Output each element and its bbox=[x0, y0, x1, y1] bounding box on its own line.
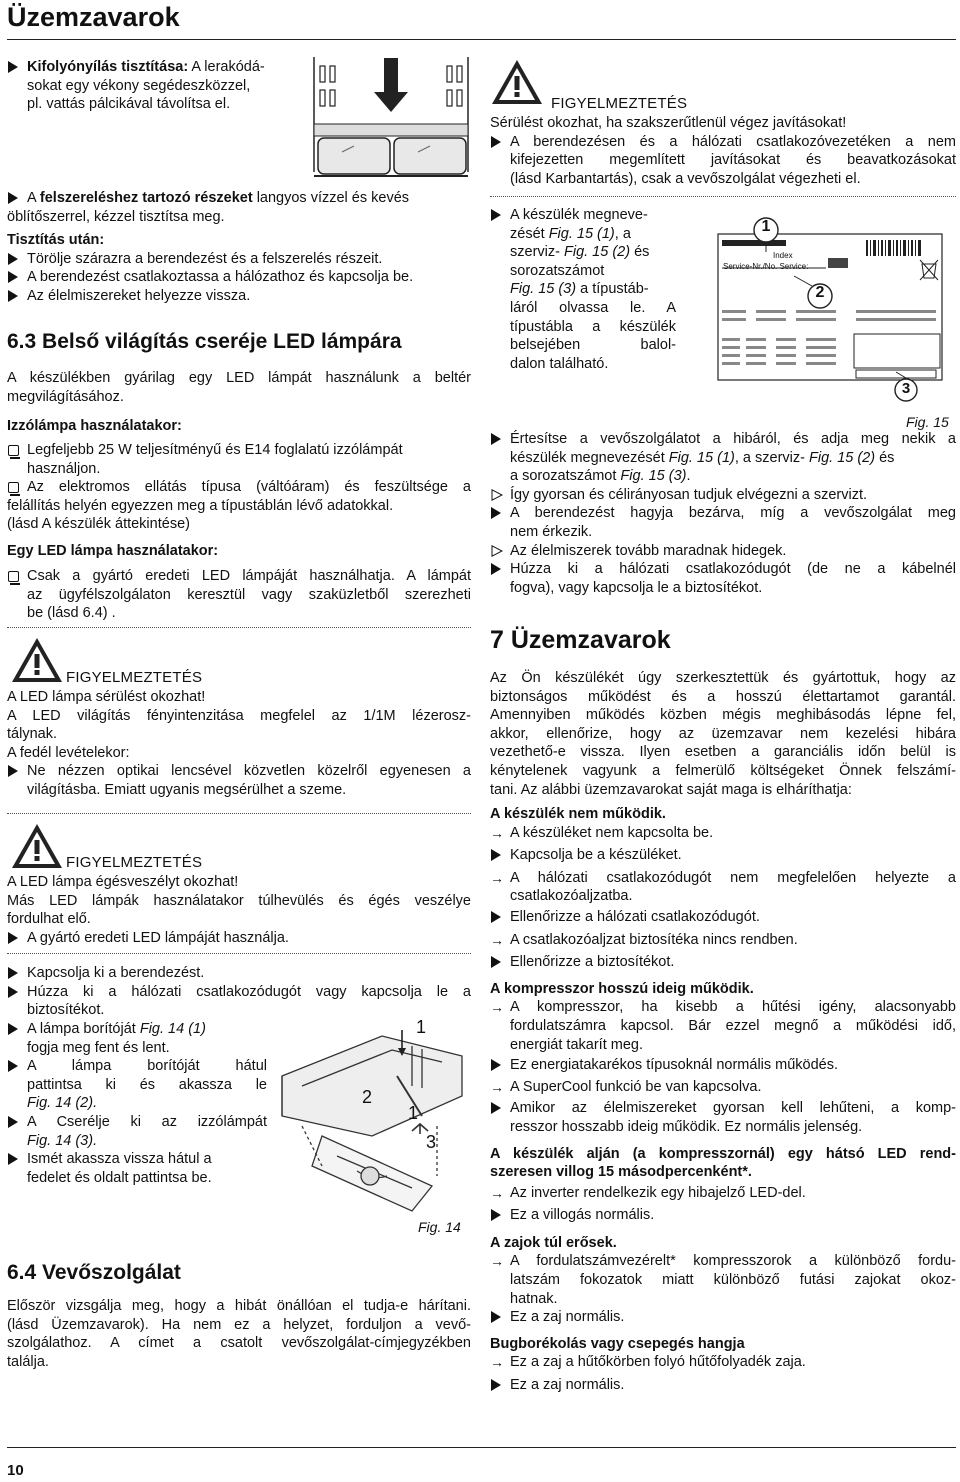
bullet-arrow-icon bbox=[491, 136, 501, 148]
p7-line: akkor, ellenőrize, hogy az üzemzavar nem kezelési hibára bbox=[490, 725, 956, 742]
step-item bbox=[7, 268, 471, 287]
intro-line-1: A készülékben gyárilag egy LED lámpát használunk a beltér bbox=[7, 370, 471, 386]
warning-triangle-icon bbox=[10, 636, 64, 684]
trouble-heading: A készülék nem működik. bbox=[490, 806, 666, 822]
bullet-arrow-icon bbox=[491, 1311, 501, 1323]
plate-index-label: Index bbox=[773, 251, 793, 260]
step-2a: Húzza ki a hálózati csatlakozódugót vagy kapcsolja le a bbox=[27, 983, 471, 1000]
tp-3b: és bbox=[630, 244, 650, 261]
s64-line-1: Először vizsgálja meg, hogy a hibát önállóan el tudja-e hárítani. bbox=[7, 1298, 471, 1314]
i3-b: fogva), vagy kapcsolja le a biztosítékot. bbox=[510, 579, 763, 596]
section-6-3-intro bbox=[7, 369, 471, 406]
cause-cont: csatlakozóaljzatba. bbox=[510, 888, 633, 905]
bullet-arrow-icon bbox=[491, 911, 501, 923]
i3-a: Húzza ki a hálózati csatlakozódugót (de ne a kábelnél bbox=[510, 561, 956, 578]
cause-arrow-icon: → bbox=[490, 869, 504, 886]
p7-line: Amennyiben működés közben mégis meghibásodás lépne fel, bbox=[490, 707, 956, 724]
cause-cont: fordulatszámra kapcsol. Bár ezzel megnő a működési idő, bbox=[510, 1017, 956, 1034]
tp-8: belsejében balol- bbox=[510, 337, 676, 354]
bullet-arrow-icon bbox=[8, 290, 18, 302]
fig-ref: Fig. 15 (3) bbox=[510, 281, 577, 298]
i2-b: nem érkezik. bbox=[510, 523, 593, 540]
step-3a: A lámpa borítóját bbox=[27, 1021, 140, 1037]
tp-9: dalon található. bbox=[510, 355, 609, 372]
s64-line-4: találja. bbox=[7, 1353, 49, 1370]
remedy: Ez a zaj normális. bbox=[510, 1377, 625, 1394]
tp-2b: , a bbox=[614, 225, 631, 242]
cause: A fordulatszámvezérelt* kompresszorok a különböző fordu- bbox=[510, 1253, 956, 1270]
led-list bbox=[7, 567, 471, 623]
fig14-callout-2: 2 bbox=[362, 1087, 373, 1107]
drip-title: Kifolyónyílás tisztítása: bbox=[27, 59, 189, 75]
cause-arrow-icon: → bbox=[490, 999, 504, 1016]
bullet-arrow-icon bbox=[8, 1153, 18, 1165]
tp-4: sorozatszámot bbox=[510, 262, 605, 279]
i1-b: készülék megnevezését bbox=[510, 449, 669, 466]
led-heading: Egy LED lámpa használatakor: bbox=[7, 543, 219, 559]
incandescent-list bbox=[7, 441, 471, 534]
acc-text-2: öblítőszerrel, kézzel tisztítsa meg. bbox=[7, 208, 225, 225]
divider bbox=[490, 196, 956, 197]
page-title: Üzemzavarok bbox=[7, 2, 180, 32]
p7-line: biztonságos működést és a hosszú élettartamot garantál. bbox=[490, 688, 956, 705]
typeplate-illustration bbox=[716, 212, 956, 402]
tp-2a: zését bbox=[510, 225, 549, 242]
section-6-4-text bbox=[7, 1297, 471, 1371]
cause-arrow-icon: → bbox=[490, 1354, 504, 1371]
replacement-steps-2 bbox=[7, 1020, 267, 1187]
w1-line-1: A LED lámpa sérülést okozhat! bbox=[7, 689, 206, 705]
bullet-arrow-icon bbox=[491, 849, 501, 861]
warning-triangle-icon bbox=[10, 822, 64, 870]
footer-rule bbox=[7, 1447, 956, 1448]
remedy: Ellenőrizze a hálózati csatlakozódugót. bbox=[510, 908, 760, 925]
warning-label: FIGYELMEZTETÉS bbox=[66, 854, 203, 871]
bullet-arrow-icon bbox=[8, 1023, 18, 1035]
step-4b: pattintsa ki és akassza le bbox=[27, 1076, 267, 1093]
w2-bullet-1: A gyártó eredeti LED lámpáját használja. bbox=[27, 929, 289, 946]
accessory-cleaning-item bbox=[7, 189, 471, 306]
i1-e: a sorozatszámot bbox=[510, 468, 621, 485]
troubleshooting-list bbox=[490, 805, 956, 1395]
section-7-heading: 7 Üzemzavarok bbox=[490, 626, 671, 654]
w2-line-1: A LED lámpa égésveszélyt okozhat! bbox=[7, 874, 239, 890]
glow-2b: felállítás helyén egyezzen meg a típustáblán lévő adatokkal. bbox=[7, 497, 394, 514]
drip-text-2: sokat egy vékony segédeszközzel, bbox=[27, 77, 251, 94]
tp-7: típustábla a készülék bbox=[510, 318, 676, 335]
drain-hole-illustration bbox=[312, 52, 470, 180]
glow-1b: használjon. bbox=[27, 460, 101, 477]
rw-bullet-2: kifejezetten megemlített javításokat és beavatkozásokat bbox=[510, 152, 956, 169]
i2-a: A berendezést hagyja bezárva, míg a vevőszolgálat meg bbox=[510, 505, 956, 522]
cause: A csatlakozóaljzat biztosítéka nincs rendben. bbox=[510, 931, 798, 948]
cause: A hálózati csatlakozódugót nem megfelelően helyezte a bbox=[510, 869, 956, 886]
remedy-cont: resszor hosszabb ideig működik. Ez normális jelenség. bbox=[510, 1118, 863, 1135]
warning-triangle-icon bbox=[490, 58, 544, 106]
bullet-arrow-icon bbox=[491, 563, 501, 575]
step-6b: fedelet és oldalt pattintsa be. bbox=[27, 1169, 212, 1186]
divider bbox=[7, 953, 471, 954]
i1-f: . bbox=[686, 468, 691, 485]
cause-arrow-icon: → bbox=[490, 1253, 504, 1270]
p7-line: kénytelenek vagyunk a felmerülő költségeket Önnek felszámí- bbox=[490, 762, 956, 779]
cause-arrow-icon: → bbox=[490, 1078, 504, 1095]
drip-text-1: A lerakódá- bbox=[188, 59, 265, 75]
glow-2c: (lásd A készülék áttekintése) bbox=[7, 516, 190, 533]
cause-cont: latszám fokozatok miatt különböző futási zajokat okoz- bbox=[510, 1272, 956, 1289]
service-steps bbox=[490, 430, 956, 597]
section-6-4-heading: 6.4 Vevőszolgálat bbox=[7, 1261, 181, 1284]
checkbox-icon bbox=[8, 445, 19, 456]
bullet-arrow-icon bbox=[8, 1060, 18, 1072]
i1-a: Értesítse a vevőszolgálatot a hibáról, és adja meg nekik a bbox=[510, 431, 956, 447]
fig15-caption: Fig. 15 bbox=[906, 414, 949, 430]
w2-line-3: fordulhat elő. bbox=[7, 911, 91, 928]
fig14-callout-1: 1 bbox=[416, 1017, 427, 1037]
warning-repairs bbox=[490, 114, 956, 188]
bullet-arrow-icon bbox=[491, 1059, 501, 1071]
intro-line-2: megvilágításához. bbox=[7, 388, 124, 405]
w1-line-2: A LED világítás fényintenzitása megfelel az 1/1M lézerosz- bbox=[7, 707, 471, 724]
i1-c: , a szerviz- bbox=[734, 449, 809, 466]
drip-text-3: pl. vattás pálcikával távolítsa el. bbox=[27, 96, 231, 113]
fig-ref: Fig. 15 (2) bbox=[563, 244, 631, 261]
fig-ref: Fig. 15 (1) bbox=[668, 449, 735, 466]
trouble-heading: A kompresszor hosszú ideig működik. bbox=[490, 980, 754, 997]
remedy: Amikor az élelmiszereket gyorsan kell lehűteni, a komp- bbox=[510, 1100, 956, 1117]
warning-led-burn bbox=[7, 873, 471, 947]
fig14-callout-3: 3 bbox=[426, 1132, 437, 1152]
fig-ref: Fig. 15 (1) bbox=[548, 225, 615, 242]
step-6a: Ismét akassza vissza hátul a bbox=[27, 1151, 212, 1168]
bullet-arrow-icon bbox=[8, 1116, 18, 1128]
warning-led-injury bbox=[7, 688, 471, 800]
step-4a: A lámpa borítóját hátul bbox=[27, 1058, 267, 1075]
remedy: Ez a villogás normális. bbox=[510, 1207, 655, 1224]
bullet-arrow-icon bbox=[8, 967, 18, 979]
incandescent-heading: Izzólámpa használatakor: bbox=[7, 418, 182, 434]
plate-service-label: Service-Nr./No. Service: bbox=[723, 262, 809, 271]
bullet-arrow-icon bbox=[8, 253, 18, 265]
cause-cont: hatnak. bbox=[510, 1290, 558, 1307]
rw-bullet-1: A berendezésen és a hálózati csatlakozóvezetéken a nem bbox=[510, 133, 956, 150]
plate-callout-1: 1 bbox=[761, 218, 771, 235]
fig14-callout-1b: 1 bbox=[408, 1103, 419, 1123]
p7-line: vezethető-e vissza. Ilyen esetben a garanciális időn belül is bbox=[490, 744, 956, 761]
cause-arrow-icon: → bbox=[490, 931, 504, 948]
tp-5b: a típustáb- bbox=[576, 281, 649, 298]
step-item bbox=[7, 250, 471, 269]
step-text: A berendezést csatlakoztassa a hálózathoz és kapcsolja be. bbox=[27, 269, 414, 286]
rw-line-1: Sérülést okozhat, ha szakszerűtlenül végez javításokat! bbox=[490, 115, 847, 131]
acc-text-c: langyos vízzel és kevés bbox=[252, 190, 410, 206]
step-5b: Fig. 14 (3). bbox=[27, 1132, 98, 1149]
bullet-arrow-icon bbox=[8, 932, 18, 944]
step-4c: Fig. 14 (2). bbox=[27, 1095, 98, 1112]
glow-1a: Legfeljebb 25 W teljesítményű és E14 foglalatú izzólámpát bbox=[27, 442, 403, 458]
step-item bbox=[7, 287, 471, 306]
fig-ref: Fig. 15 (3) bbox=[620, 468, 687, 485]
cause: Ez a zaj a hűtőkörben folyó hűtőfolyadék zaja. bbox=[510, 1354, 806, 1371]
result-1: Így gyorsan és célirányosan tudjuk elvégezni a szervizt. bbox=[510, 486, 868, 503]
header-rule bbox=[7, 39, 956, 40]
w1-line-3: tálynak. bbox=[7, 726, 57, 743]
i1-d: és bbox=[875, 449, 895, 466]
warning-label: FIGYELMEZTETÉS bbox=[66, 669, 203, 686]
result-2: Az élelmiszerek tovább maradnak hidegek. bbox=[510, 542, 787, 559]
cause: Az inverter rendelkezik egy hibajelző LED-del. bbox=[510, 1184, 806, 1201]
step-2b: biztosítékot. bbox=[27, 1002, 105, 1019]
remedy: Kapcsolja be a készüléket. bbox=[510, 847, 682, 864]
bullet-arrow-icon bbox=[491, 956, 501, 968]
bullet-arrow-icon bbox=[8, 271, 18, 283]
p7-line: tani. Az alábbi üzemzavarokat saját maga is elháríthatja: bbox=[490, 781, 852, 798]
led-1a: Csak a gyártó eredeti LED lámpáját használhatja. A lámpát bbox=[27, 568, 471, 584]
bullet-arrow-icon bbox=[8, 986, 18, 998]
page-number: 10 bbox=[7, 1462, 24, 1479]
cause-arrow-icon: → bbox=[490, 1184, 504, 1201]
drip-cleaning-item bbox=[7, 58, 307, 114]
remedy: Ez a zaj normális. bbox=[510, 1309, 625, 1326]
after-cleaning-heading: Tisztítás után: bbox=[7, 232, 105, 249]
lamp-cover-illustration bbox=[262, 1016, 472, 1216]
step-1: Kapcsolja ki a berendezést. bbox=[27, 965, 205, 981]
remedy: Ez energiatakarékos típusoknál normális működés. bbox=[510, 1057, 839, 1074]
fig-ref: Fig. 15 (2) bbox=[809, 449, 876, 466]
tp-6: láról olvassa le. A bbox=[510, 299, 676, 316]
cause-arrow-icon: → bbox=[490, 824, 504, 841]
rw-bullet-3: (lásd Karbantartás), csak a vevőszolgálat végezheti el. bbox=[510, 170, 861, 187]
trouble-heading: Bugborékolás vagy csepegés hangja bbox=[490, 1335, 745, 1352]
acc-text-a: A bbox=[27, 190, 40, 206]
cause: A készüléket nem kapcsolta be. bbox=[510, 824, 714, 841]
bullet-arrow-icon bbox=[491, 1379, 501, 1391]
fig-ref: Fig. 14 (1) bbox=[139, 1021, 206, 1037]
glow-2a: Az elektromos ellátás típusa (váltóáram) és feszültsége a bbox=[27, 479, 471, 496]
led-1c: be (lásd 6.4) . bbox=[27, 605, 116, 622]
checkbox-icon bbox=[8, 482, 19, 493]
trouble-heading: A zajok túl erősek. bbox=[490, 1234, 617, 1251]
w1-bullet-1: Ne nézzen optikai lencsével közvetlen közelről egyenesen a bbox=[27, 763, 471, 780]
cause: A SuperCool funkció be van kapcsolva. bbox=[510, 1078, 762, 1095]
w1-line-4: A fedél levételekor: bbox=[7, 744, 130, 761]
typeplate-instructions bbox=[490, 206, 676, 373]
s64-line-2: (lásd Üzemzavarok). Ha nem ez a helyzet, forduljon a vevő- bbox=[7, 1316, 471, 1333]
bullet-arrow-icon bbox=[491, 209, 501, 221]
trouble-heading-cont: szeresen villog 15 másodpercenként*. bbox=[490, 1164, 752, 1181]
checkbox-icon bbox=[8, 571, 19, 582]
acc-text-bold: felszereléshez tartozó részeket bbox=[39, 190, 253, 206]
bullet-arrow-icon bbox=[491, 507, 501, 519]
bullet-arrow-icon bbox=[8, 192, 18, 204]
section-6-3-heading: 6.3 Belső világítás cseréje LED lámpára bbox=[7, 330, 402, 353]
bullet-arrow-icon bbox=[491, 1102, 501, 1114]
bullet-arrow-icon bbox=[491, 433, 501, 445]
bullet-arrow-icon bbox=[8, 765, 18, 777]
bullet-arrow-icon bbox=[8, 61, 18, 73]
step-text: Törölje szárazra a berendezést és a felszerelés részeit. bbox=[27, 250, 383, 267]
plate-callout-2: 2 bbox=[815, 284, 825, 301]
fig14-caption: Fig. 14 bbox=[418, 1219, 461, 1235]
trouble-heading: A készülék alján (a kompresszornál) egy hátsó LED rend- bbox=[490, 1145, 956, 1162]
tp-3a: szerviz- bbox=[510, 244, 564, 261]
result-arrow-icon bbox=[491, 489, 503, 501]
s64-line-3: szolgálathoz. A címet a csatolt vevőszolgálat-címjegyzékben bbox=[7, 1335, 471, 1352]
remedy: Ellenőrizze a biztosítékot. bbox=[510, 954, 675, 971]
result-arrow-icon bbox=[491, 545, 503, 557]
cause: A kompresszor, ha kisebb a hűtési igény, alacsonyabb bbox=[510, 999, 956, 1016]
cause-cont: energiát takarít meg. bbox=[510, 1036, 643, 1053]
tp-1: A készülék megneve- bbox=[510, 207, 648, 223]
step-3b: fogja meg fent és lent. bbox=[27, 1039, 170, 1056]
divider bbox=[7, 813, 471, 814]
plate-callout-3: 3 bbox=[901, 380, 911, 397]
w1-bullet-2: világításba. Emiatt ugyanis megsérülhet a szeme. bbox=[27, 781, 347, 798]
step-text: Az élelmiszereket helyezze vissza. bbox=[27, 287, 251, 304]
led-1b: az ügyfélszolgálaton keresztül vagy szaküzletből szerezheti bbox=[27, 586, 471, 603]
step-5a: A Cserélje ki az izzólámpát bbox=[27, 1113, 267, 1130]
p7-line: Az Ön készülékét úgy szerkesztettük és gyártottuk, hogy az bbox=[490, 670, 956, 686]
w2-line-2: Más LED lámpák használatakor túlhevülés és égés veszélye bbox=[7, 892, 471, 909]
replacement-steps bbox=[7, 964, 471, 1020]
section-7-intro bbox=[490, 669, 956, 799]
warning-label: FIGYELMEZTETÉS bbox=[551, 95, 688, 112]
bullet-arrow-icon bbox=[491, 1209, 501, 1221]
divider bbox=[7, 627, 471, 628]
